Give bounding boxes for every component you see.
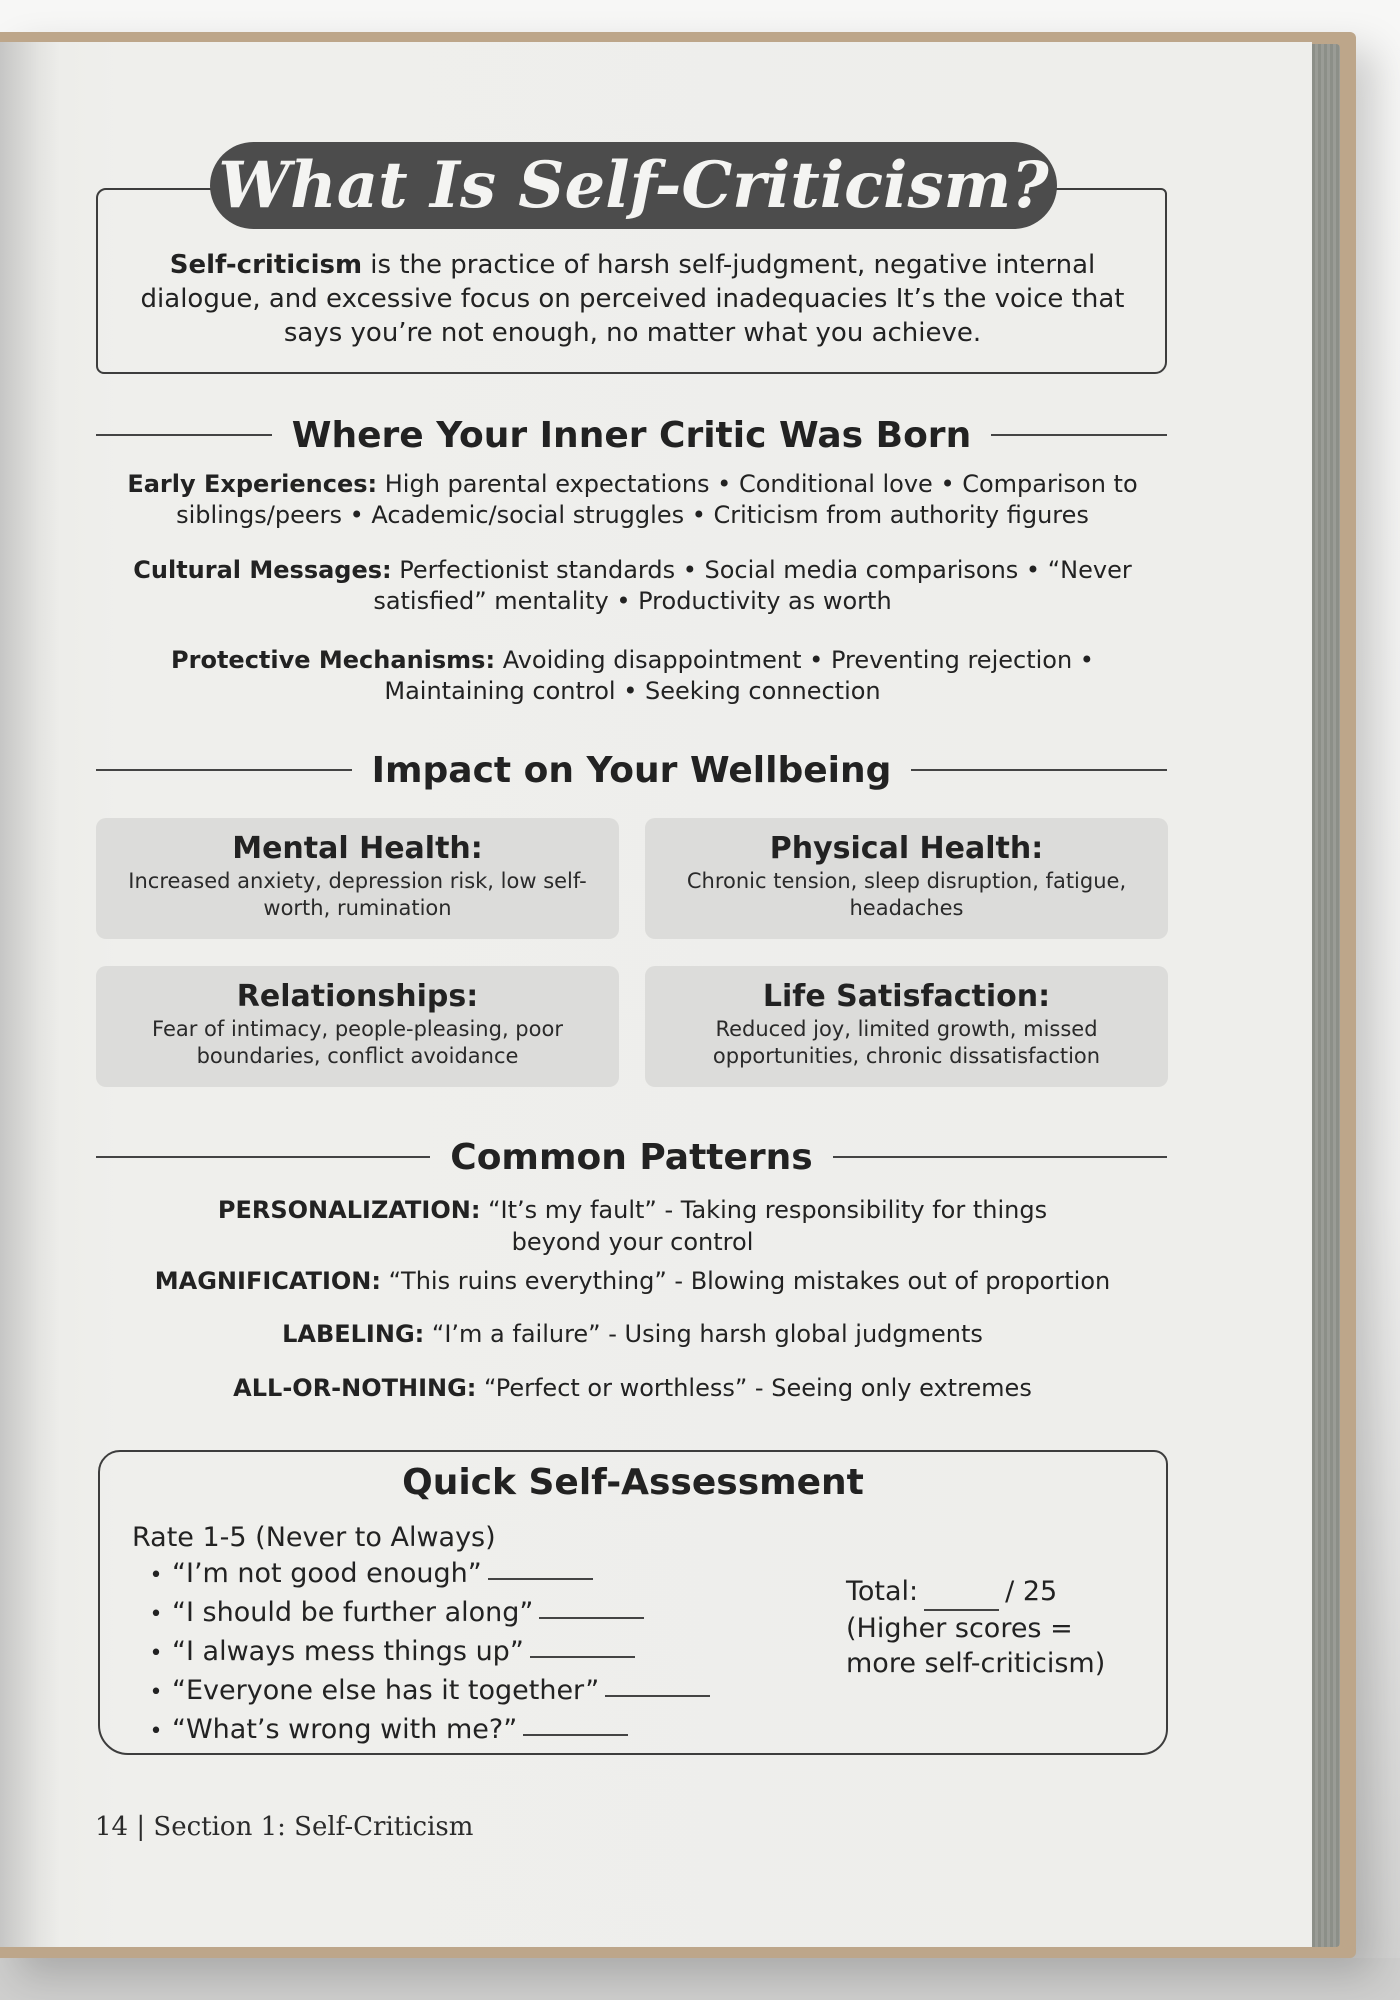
card-title: Life Satisfaction: [762,979,1051,1014]
assessment-total [846,1574,1105,1681]
card-text: Fear of intimacy, people-pleasing, poor boundaries, conflict avoidance [152,1017,563,1068]
total-label: Total: [846,1576,919,1607]
background [0,1958,1400,2000]
rating-blank[interactable] [530,1655,635,1658]
assessment-statement: “Everyone else has it together” [172,1675,600,1706]
bullet-icon: • [149,1719,163,1744]
total-max: / 25 [1005,1576,1058,1607]
page-title: What Is Self-Criticism? [218,148,1049,223]
assessment-item [140,1555,710,1594]
pattern-label: PERSONALIZATION: [217,1196,481,1224]
impact-card-life-satisfaction [645,966,1168,1087]
assessment-item [140,1633,710,1672]
origin-item [110,555,1155,617]
total-note: (Higher scores = [846,1613,1073,1644]
pattern-label: MAGNIFICATION: [154,1267,381,1295]
bullet-icon: • [149,1602,163,1627]
footer-separator: | [136,1812,146,1842]
spine-shadow [0,42,60,1947]
total-blank[interactable] [924,1574,999,1611]
page-footer [95,1812,473,1842]
pattern-label: ALL-OR-NOTHING: [233,1374,477,1402]
pattern-text: “Perfect or worthless” - Seeing only extremes [476,1374,1032,1402]
impact-heading [96,745,1167,795]
patterns-heading-label: Common Patterns [450,1136,813,1178]
card-text: Reduced joy, limited growth, missed opportunities, chronic dissatisfaction [712,1017,1101,1068]
assessment-statement: “I should be further along” [172,1597,534,1628]
origin-text: Avoiding disappointment • Preventing rejection • Maintaining control • Seeking connection [384,646,1094,705]
pattern-item [110,1318,1155,1350]
card-title: Physical Health: [769,831,1044,866]
bullet-icon: • [149,1563,163,1588]
impact-card-physical-health [645,818,1168,939]
origin-item [110,645,1155,707]
card-title: Mental Health: [232,831,483,866]
origin-label: Early Experiences: [127,470,378,498]
heading-rule-left [96,769,352,771]
total-note: more self-criticism) [846,1648,1106,1679]
origins-heading [96,410,1167,460]
assessment-item [140,1594,710,1633]
card-text: Chronic tension, sleep disruption, fatigue, headaches [686,869,1127,920]
assessment-item [140,1711,710,1750]
bullet-icon: • [149,1641,163,1666]
origin-item [110,469,1155,531]
heading-rule-right [991,434,1167,436]
assessment-list [140,1555,710,1750]
assessment-item [140,1672,710,1711]
impact-card-mental-health [96,818,619,939]
heading-rule-left [96,1156,430,1158]
impact-card-relationships [96,966,619,1087]
origin-text: Perfectionist standards • Social media comparisons • “Never satisfied” mentality • Productivity as worth [373,556,1132,615]
pattern-text: “This ruins everything” - Blowing mistakes out of proportion [380,1267,1111,1295]
pattern-item [110,1265,1155,1297]
rating-blank[interactable] [539,1616,644,1619]
heading-rule-right [833,1156,1167,1158]
intro-term: Self-criticism [169,250,363,280]
assessment-statement: “I always mess things up” [172,1636,524,1667]
assessment-title: Quick Self-Assessment [402,1462,864,1503]
assessment-statement: “What’s wrong with me?” [172,1714,518,1745]
assessment-statement: “I’m not good enough” [172,1558,482,1589]
heading-rule-left [96,434,272,436]
origins-heading-label: Where Your Inner Critic Was Born [291,414,972,456]
page-number: 14 [95,1812,129,1842]
origin-text: High parental expectations • Conditional love • Comparison to siblings/peers • Academic/social struggles • Criticism from authority figures [176,470,1138,529]
pattern-text: “I’m a failure” - Using harsh global judgments [424,1320,983,1348]
origin-label: Cultural Messages: [133,556,392,584]
bullet-icon: • [149,1680,163,1705]
card-title: Relationships: [236,979,479,1014]
pattern-label: LABELING: [282,1320,425,1348]
title-banner [210,142,1057,229]
rating-blank[interactable] [605,1694,710,1697]
rating-blank[interactable] [523,1733,628,1736]
pattern-item [200,1194,1065,1258]
intro-body: is the practice of harsh self-judgment, negative internal dialogue, and excessive focus on perceived inadequacies It’s the voice that says you’re not enough, no matter what you achieve. [140,250,1125,348]
pattern-item [110,1372,1155,1404]
intro-definition [120,248,1145,350]
pattern-text: “It’s my fault” - Taking responsibility for things beyond your control [480,1196,1048,1256]
origin-label: Protective Mechanisms: [171,646,496,674]
section-label: Section 1: Self-Criticism [153,1812,474,1842]
rating-blank[interactable] [488,1577,593,1580]
impact-heading-label: Impact on Your Wellbeing [371,749,892,791]
heading-rule-right [911,769,1167,771]
card-text: Increased anxiety, depression risk, low self-worth, rumination [128,869,587,920]
assessment-scale: Rate 1-5 (Never to Always) [132,1522,496,1553]
patterns-heading [96,1132,1167,1182]
